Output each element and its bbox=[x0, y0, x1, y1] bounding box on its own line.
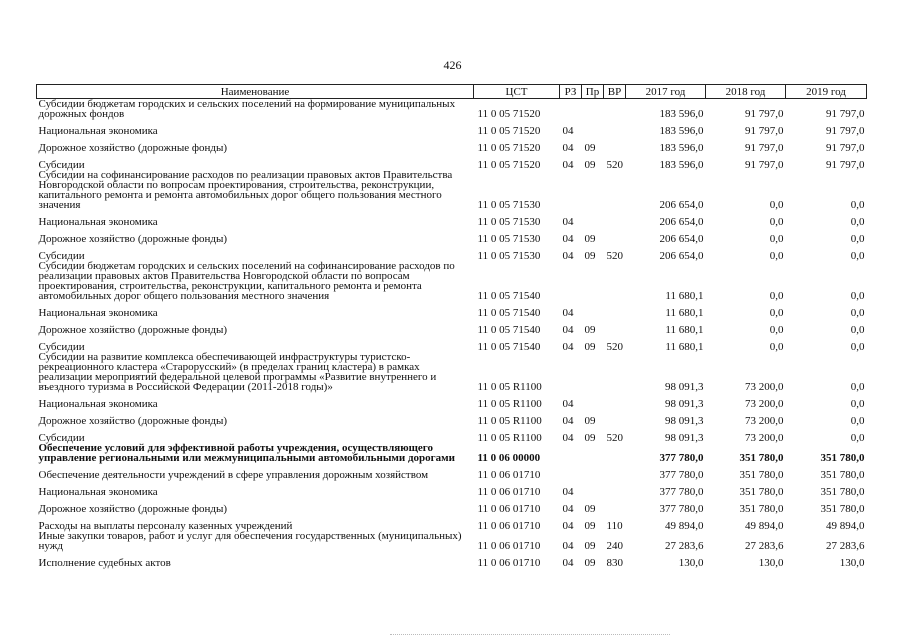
cell-pr: 09 bbox=[584, 341, 596, 353]
cell-vr bbox=[604, 352, 626, 392]
table-row bbox=[37, 335, 867, 352]
cell-name: Обеспечение условий для эффективной работы учреждения, осуществляющего управление региональными или межмуниципальными автомобильными дорогами bbox=[38, 442, 456, 464]
cell-name: Субсидии bbox=[38, 341, 85, 353]
cell-pr: 09 bbox=[584, 432, 596, 444]
cell-2019: 91 797,0 bbox=[826, 159, 865, 171]
cell-vr bbox=[604, 227, 626, 244]
table-header-row bbox=[37, 85, 867, 99]
cell-cst: 11 0 06 01710 bbox=[477, 540, 541, 552]
cell-name: Субсидии bbox=[38, 432, 85, 444]
cell-2018: 0,0 bbox=[769, 233, 784, 245]
table-body bbox=[37, 99, 867, 569]
cell-cst: 11 0 06 00000 bbox=[477, 452, 541, 464]
cell-vr bbox=[604, 392, 626, 409]
cell-name: Субсидии бюджетам городских и сельских поселений на формирование муниципальных дорожных фондов bbox=[38, 98, 456, 120]
cell-2017: 183 596,0 bbox=[659, 108, 704, 120]
cell-cst: 11 0 06 01710 bbox=[477, 469, 541, 481]
cell-2017: 11 680,1 bbox=[665, 324, 704, 336]
cell-rz: 04 bbox=[562, 540, 574, 552]
cell-2019: 49 894,0 bbox=[826, 520, 865, 532]
table-row bbox=[37, 514, 867, 531]
cell-2018: 73 200,0 bbox=[745, 398, 784, 410]
cell-rz: 04 bbox=[562, 486, 574, 498]
table-row bbox=[37, 153, 867, 170]
cell-name: Обеспечение деятельности учреждений в сфере управления дорожным хозяйством bbox=[38, 469, 429, 481]
cell-2019: 0,0 bbox=[850, 381, 865, 393]
cell-rz: 04 bbox=[562, 216, 574, 228]
cell-name: Дорожное хозяйство (дорожные фонды) bbox=[38, 503, 228, 515]
cell-2019: 0,0 bbox=[850, 415, 865, 427]
cell-rz: 04 bbox=[562, 341, 574, 353]
cell-name: Национальная экономика bbox=[38, 486, 158, 498]
table-row bbox=[37, 227, 867, 244]
cell-name: Субсидии bbox=[38, 250, 85, 262]
table-row bbox=[37, 136, 867, 153]
cell-cst: 11 0 05 71520 bbox=[477, 108, 541, 120]
cell-vr bbox=[604, 318, 626, 335]
table-row bbox=[37, 261, 867, 301]
cell-2018: 351 780,0 bbox=[739, 469, 784, 481]
cell-vr: 830 bbox=[606, 557, 623, 569]
cell-2017: 130,0 bbox=[678, 557, 704, 569]
cell-vr: 520 bbox=[606, 250, 623, 262]
table-row bbox=[37, 463, 867, 480]
cell-cst: 11 0 05 71530 bbox=[477, 216, 541, 228]
cell-2019: 91 797,0 bbox=[826, 108, 865, 120]
cell-vr: 520 bbox=[606, 159, 623, 171]
cell-pr: 09 bbox=[584, 520, 596, 532]
cell-rz bbox=[560, 170, 582, 210]
cell-2017: 206 654,0 bbox=[659, 233, 704, 245]
table-row bbox=[37, 551, 867, 568]
cell-cst: 11 0 06 01710 bbox=[477, 557, 541, 569]
cell-2019: 0,0 bbox=[850, 250, 865, 262]
cell-2017: 206 654,0 bbox=[659, 216, 704, 228]
cell-2018: 73 200,0 bbox=[745, 432, 784, 444]
cell-pr: 09 bbox=[584, 324, 596, 336]
cell-2019: 130,0 bbox=[839, 557, 865, 569]
cell-cst: 11 0 05 71530 bbox=[477, 199, 541, 211]
cell-pr bbox=[582, 301, 604, 318]
table-row bbox=[37, 301, 867, 318]
cell-rz: 04 bbox=[562, 432, 574, 444]
cell-2019: 0,0 bbox=[850, 432, 865, 444]
cell-pr bbox=[582, 352, 604, 392]
cell-name: Иные закупки товаров, работ и услуг для обеспечения государственных (муниципальных) нужд bbox=[38, 530, 462, 552]
cell-rz bbox=[560, 99, 582, 120]
cell-rz: 04 bbox=[562, 307, 574, 319]
table-row bbox=[37, 531, 867, 551]
table-row bbox=[37, 392, 867, 409]
cell-2019: 0,0 bbox=[850, 290, 865, 302]
cell-2017: 377 780,0 bbox=[659, 503, 704, 515]
cell-2018: 91 797,0 bbox=[745, 125, 784, 137]
cell-2019: 0,0 bbox=[850, 341, 865, 353]
cell-rz: 04 bbox=[562, 503, 574, 515]
cell-2018: 73 200,0 bbox=[745, 381, 784, 393]
cell-rz: 04 bbox=[562, 233, 574, 245]
cell-2018: 91 797,0 bbox=[745, 142, 784, 154]
cell-2018: 0,0 bbox=[769, 307, 784, 319]
cell-2017: 183 596,0 bbox=[659, 142, 704, 154]
cell-vr: 520 bbox=[606, 341, 623, 353]
table-row bbox=[37, 210, 867, 227]
cell-vr bbox=[604, 443, 626, 463]
cell-cst: 11 0 05 71520 bbox=[477, 159, 541, 171]
header-2019: 2019 год bbox=[786, 85, 867, 99]
cell-vr: 240 bbox=[606, 540, 623, 552]
cell-name: Исполнение судебных актов bbox=[38, 557, 171, 569]
cell-pr: 09 bbox=[584, 540, 596, 552]
cell-name: Дорожное хозяйство (дорожные фонды) bbox=[38, 415, 228, 427]
cell-2018: 0,0 bbox=[769, 324, 784, 336]
header-vr: ВР bbox=[604, 85, 626, 99]
page-number: 426 bbox=[443, 58, 462, 72]
cell-vr bbox=[604, 480, 626, 497]
table-row bbox=[37, 497, 867, 514]
cell-cst: 11 0 05 71540 bbox=[477, 341, 541, 353]
cell-rz: 04 bbox=[562, 142, 574, 154]
cell-2019: 0,0 bbox=[850, 233, 865, 245]
table-row bbox=[37, 443, 867, 463]
cell-pr bbox=[582, 261, 604, 301]
cell-pr: 09 bbox=[584, 557, 596, 569]
cell-name: Субсидии bbox=[38, 159, 85, 171]
cell-name: Субсидии бюджетам городских и сельских поселений на софинансирование расходов по реализации правовых актов Правительства Новгородской области по вопросам проектирования, строительства, реконструкции, капитального ремонта и ремонта автомобильных дорог общего пользования местного значения bbox=[38, 260, 455, 302]
cell-vr: 110 bbox=[606, 520, 623, 532]
cell-vr bbox=[604, 261, 626, 301]
header-2018: 2018 год bbox=[706, 85, 786, 99]
header-2017: 2017 год bbox=[626, 85, 706, 99]
cell-rz: 04 bbox=[562, 398, 574, 410]
cell-2019: 91 797,0 bbox=[826, 142, 865, 154]
cell-name: Субсидии на развитие комплекса обеспечивающей инфраструктуры туристско-рекреационного кластера «Старорусский» (в пределах границ кластера) в рамках реализации мероприятий федеральной целевой программы «Развитие внутреннего и въездного туризма в Российской Федерации (2011-2018 годы)» bbox=[38, 351, 437, 393]
cell-2019: 0,0 bbox=[850, 324, 865, 336]
cell-vr bbox=[604, 119, 626, 136]
cell-2017: 377 780,0 bbox=[659, 469, 704, 481]
cell-pr bbox=[582, 210, 604, 227]
cell-rz: 04 bbox=[562, 250, 574, 262]
cell-cst: 11 0 05 71530 bbox=[477, 250, 541, 262]
cell-cst: 11 0 05 71530 bbox=[477, 233, 541, 245]
cell-2018: 351 780,0 bbox=[739, 452, 784, 464]
table-row bbox=[37, 244, 867, 261]
cell-2017: 11 680,1 bbox=[665, 307, 704, 319]
cell-2019: 0,0 bbox=[850, 216, 865, 228]
cell-rz: 04 bbox=[562, 520, 574, 532]
cell-name: Национальная экономика bbox=[38, 307, 158, 319]
cell-2018: 91 797,0 bbox=[745, 159, 784, 171]
cell-name: Дорожное хозяйство (дорожные фонды) bbox=[38, 142, 228, 154]
cell-vr: 520 bbox=[606, 432, 623, 444]
header-cst: ЦСТ bbox=[474, 85, 560, 99]
cell-2018: 351 780,0 bbox=[739, 486, 784, 498]
cell-name: Дорожное хозяйство (дорожные фонды) bbox=[38, 324, 228, 336]
cell-2019: 91 797,0 bbox=[826, 125, 865, 137]
cell-rz bbox=[560, 352, 582, 392]
cell-name: Национальная экономика bbox=[38, 216, 158, 228]
cell-2017: 377 780,0 bbox=[659, 486, 704, 498]
header-pr: Пр bbox=[582, 85, 604, 99]
cell-2017: 49 894,0 bbox=[665, 520, 704, 532]
table-row bbox=[37, 409, 867, 426]
cell-cst: 11 0 05 71540 bbox=[477, 307, 541, 319]
cell-cst: 11 0 06 01710 bbox=[477, 486, 541, 498]
cell-2018: 0,0 bbox=[769, 341, 784, 353]
cell-cst: 11 0 06 01710 bbox=[477, 503, 541, 515]
cell-2017: 27 283,6 bbox=[665, 540, 704, 552]
cell-rz: 04 bbox=[562, 125, 574, 137]
cell-2019: 0,0 bbox=[850, 307, 865, 319]
cell-2017: 11 680,1 bbox=[665, 290, 704, 302]
cell-pr bbox=[582, 480, 604, 497]
table-row bbox=[37, 426, 867, 443]
cell-pr bbox=[582, 99, 604, 120]
cell-cst: 11 0 05 71540 bbox=[477, 324, 541, 336]
header-rz: РЗ bbox=[560, 85, 582, 99]
cell-name: Дорожное хозяйство (дорожные фонды) bbox=[38, 233, 228, 245]
cell-pr: 09 bbox=[584, 233, 596, 245]
table-row bbox=[37, 99, 867, 120]
cell-pr bbox=[582, 463, 604, 480]
cell-2017: 206 654,0 bbox=[659, 250, 704, 262]
cell-2018: 91 797,0 bbox=[745, 108, 784, 120]
cell-cst: 11 0 05 R1100 bbox=[477, 415, 542, 427]
cell-2019: 351 780,0 bbox=[820, 486, 865, 498]
table-row bbox=[37, 119, 867, 136]
cell-cst: 11 0 06 01710 bbox=[477, 520, 541, 532]
cell-rz: 04 bbox=[562, 159, 574, 171]
cell-cst: 11 0 05 R1100 bbox=[477, 432, 542, 444]
cell-name: Национальная экономика bbox=[38, 125, 158, 137]
cell-2017: 183 596,0 bbox=[659, 125, 704, 137]
cell-2017: 98 091,3 bbox=[665, 432, 704, 444]
cell-2018: 0,0 bbox=[769, 216, 784, 228]
cell-pr bbox=[582, 170, 604, 210]
cell-pr: 09 bbox=[584, 142, 596, 154]
cell-pr: 09 bbox=[584, 415, 596, 427]
cell-2017: 98 091,3 bbox=[665, 398, 704, 410]
cell-rz bbox=[560, 443, 582, 463]
cell-cst: 11 0 05 71520 bbox=[477, 125, 541, 137]
cell-pr bbox=[582, 443, 604, 463]
cell-2018: 27 283,6 bbox=[745, 540, 784, 552]
header-name: Наименование bbox=[37, 85, 474, 99]
budget-table bbox=[36, 84, 867, 568]
cell-2018: 351 780,0 bbox=[739, 503, 784, 515]
cell-2019: 351 780,0 bbox=[820, 469, 865, 481]
cell-vr bbox=[604, 463, 626, 480]
cell-2018: 0,0 bbox=[769, 290, 784, 302]
cell-2017: 11 680,1 bbox=[665, 341, 704, 353]
table-row bbox=[37, 318, 867, 335]
cell-2018: 0,0 bbox=[769, 250, 784, 262]
table-row bbox=[37, 480, 867, 497]
cell-name: Субсидии на софинансирование расходов по реализации правовых актов Правительства Новгородской области по вопросам проектирования, строительства, реконструкции, капитального ремонта и ремонта автомобильных дорог общего пользования местного значения bbox=[38, 169, 453, 211]
cell-2018: 73 200,0 bbox=[745, 415, 784, 427]
cell-vr bbox=[604, 170, 626, 210]
cell-2019: 351 780,0 bbox=[820, 452, 865, 464]
cell-cst: 11 0 05 71520 bbox=[477, 142, 541, 154]
cell-2018: 49 894,0 bbox=[745, 520, 784, 532]
cell-pr bbox=[582, 119, 604, 136]
cell-vr bbox=[604, 497, 626, 514]
cell-2019: 0,0 bbox=[850, 398, 865, 410]
cell-2017: 377 780,0 bbox=[659, 452, 704, 464]
cell-2018: 130,0 bbox=[758, 557, 784, 569]
cell-name: Национальная экономика bbox=[38, 398, 158, 410]
table-row bbox=[37, 352, 867, 392]
cell-rz bbox=[560, 261, 582, 301]
cell-rz: 04 bbox=[562, 324, 574, 336]
cell-2019: 0,0 bbox=[850, 199, 865, 211]
cell-rz: 04 bbox=[562, 557, 574, 569]
cell-vr bbox=[604, 99, 626, 120]
cell-pr: 09 bbox=[584, 503, 596, 515]
cell-2017: 98 091,3 bbox=[665, 415, 704, 427]
cell-cst: 11 0 05 R1100 bbox=[477, 381, 542, 393]
cell-2018: 0,0 bbox=[769, 199, 784, 211]
cell-vr bbox=[604, 301, 626, 318]
cell-cst: 11 0 05 R1100 bbox=[477, 398, 542, 410]
cell-2017: 98 091,3 bbox=[665, 381, 704, 393]
cell-vr bbox=[604, 409, 626, 426]
cell-vr bbox=[604, 136, 626, 153]
cell-name: Расходы на выплаты персоналу казенных учреждений bbox=[38, 520, 293, 532]
table-row bbox=[37, 170, 867, 210]
cell-cst: 11 0 05 71540 bbox=[477, 290, 541, 302]
cell-2017: 183 596,0 bbox=[659, 159, 704, 171]
cell-vr bbox=[604, 210, 626, 227]
cell-pr: 09 bbox=[584, 250, 596, 262]
cell-rz: 04 bbox=[562, 415, 574, 427]
cell-2019: 27 283,6 bbox=[826, 540, 865, 552]
cell-2019: 351 780,0 bbox=[820, 503, 865, 515]
scan-artifact bbox=[390, 634, 670, 637]
cell-pr bbox=[582, 392, 604, 409]
cell-pr: 09 bbox=[584, 159, 596, 171]
cell-2017: 206 654,0 bbox=[659, 199, 704, 211]
cell-rz bbox=[560, 463, 582, 480]
